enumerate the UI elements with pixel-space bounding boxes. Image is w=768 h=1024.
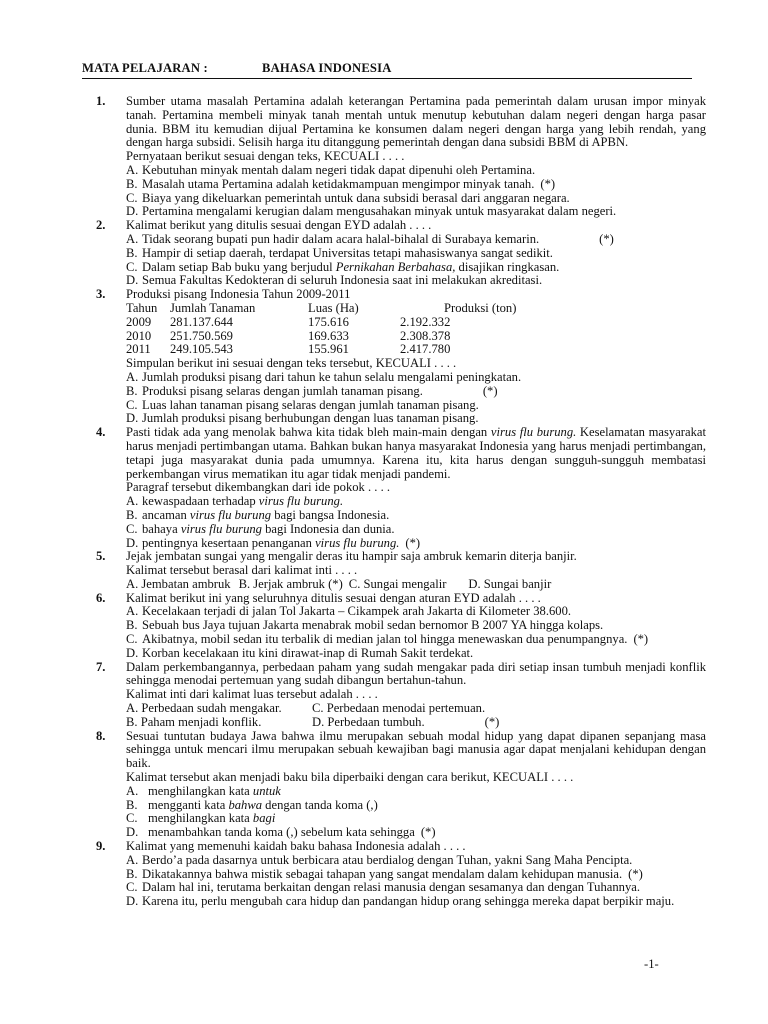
question-1	[96, 95, 706, 219]
option-a	[126, 371, 706, 385]
option-d: D. Perbedaan tumbuh.	[312, 714, 425, 729]
option-c	[126, 881, 706, 895]
option-a	[126, 785, 706, 799]
answer-mark: (*)	[599, 231, 614, 246]
option-label: A.	[126, 494, 139, 509]
option-b	[126, 868, 706, 882]
column-header: Tahun	[126, 300, 158, 315]
option-a	[126, 495, 706, 509]
option-text-after: dengan tanda koma (,)	[262, 797, 378, 812]
question-number: 3.	[96, 287, 106, 302]
option-text: Berdo’a pada dasarnya untuk berbicara atau berdialog dengan Tuhan, yakni Sang Maha Pencipta.	[142, 852, 633, 867]
option-label: C.	[126, 632, 138, 647]
option-text: Dalam hal ini, terutama berkaitan dengan relasi manusia dengan sesamanya dan dengan Tuhannya.	[142, 880, 640, 895]
answer-mark: (*)	[633, 632, 649, 647]
question-text: Kalimat berikut ini yang seluruhnya ditulis sesuai dengan aturan EYD adalah . . . .	[126, 590, 541, 605]
option-d	[126, 895, 706, 909]
question-text: Kalimat tersebut berasal dari kalimat inti . . . .	[126, 563, 358, 578]
option-text: Kebutuhan minyak mentah dalam negeri tidak dapat dipenuhi oleh Pertamina.	[142, 162, 536, 177]
option-b: B. Paham menjadi konflik.	[126, 714, 262, 729]
option-label: B.	[126, 245, 138, 260]
sentence: Jejak jembatan sungai yang mengalir deras itu hampir saja ambruk kemarin diterja banjir.	[126, 549, 577, 564]
option-label: A.	[126, 162, 139, 177]
option-text: Karena itu, perlu mengubah cara hidup dan pandangan hidup orang sehingga mereka dapat berpikir maju.	[142, 894, 675, 909]
table-cell: 169.633	[308, 328, 349, 343]
answer-mark: (*)	[484, 714, 500, 729]
option-label: A.	[126, 231, 139, 246]
option-italic: virus flu burung	[180, 521, 262, 536]
option-text: Masalah utama Pertamina adalah ketidakmampuan mengimpor minyak tanah.	[142, 176, 535, 191]
answer-mark: (*)	[540, 176, 556, 191]
question-text: Kalimat berikut yang ditulis sesuai dengan EYD adalah . . . .	[126, 218, 432, 233]
option-c	[126, 261, 706, 275]
table-cell: 2.192.332	[400, 314, 451, 329]
option-c: C. Perbedaan menodai pertemuan.	[312, 701, 486, 716]
table-cell: 175.616	[308, 314, 349, 329]
answer-mark: (*)	[628, 866, 643, 881]
option-italic: untuk	[252, 783, 281, 798]
option-text: Dikatakannya bahwa mistik sebagai tahapan yang sangat mendalam dalam kehidupan manusia.	[142, 866, 623, 881]
option-text: Jumlah produksi pisang berhubungan dengan luas tanaman pisang.	[142, 411, 479, 426]
option-label: B.	[126, 176, 138, 191]
option-text: pentingnya kesertaan penanganan	[142, 535, 316, 550]
option-d	[126, 412, 706, 426]
question-number: 9.	[96, 839, 106, 854]
option-c	[126, 399, 706, 413]
option-text: menghilangkan kata	[148, 783, 253, 798]
column-header: Luas (Ha)	[308, 300, 359, 315]
option-label: D.	[126, 411, 139, 426]
option-label: D.	[126, 894, 139, 909]
option-text: menghilangkan kata	[148, 811, 253, 826]
option-text: Biaya yang dikeluarkan pemerintah untuk dana subsidi berasal dari anggaran negara.	[142, 190, 570, 205]
option-c	[126, 633, 706, 647]
passage-text-after: Keselamatan masyarakat harus menjadi pertimbangan utama. Bahkan bukan hanya masyarakat Indonesia yang harus menjadi pertimbangan, tetapi juga masyarakat dunia pada umumnya. Karena itu, kita harus dengan sungguh-sungguh membatasi perkembangan virus mematikan itu agar tidak menjadi pandemi.	[126, 425, 706, 481]
question-4	[96, 426, 706, 550]
option-label: B.	[126, 383, 138, 398]
table-row	[126, 343, 706, 357]
question-number: 8.	[96, 728, 106, 743]
answer-mark: (*)	[482, 383, 498, 398]
option-text: Luas lahan tanaman pisang selaras dengan jumlah tanaman pisang.	[142, 397, 479, 412]
option-italic: virus flu burung	[189, 507, 272, 522]
option-label: B.	[126, 866, 138, 881]
option-text: Produksi pisang selaras dengan jumlah tanaman pisang.	[142, 383, 423, 398]
question-text: Kalimat tersebut akan menjadi baku bila diperbaiki dengan cara berikut, KECUALI . . . .	[126, 770, 574, 785]
option-d: D. Sungai banjir	[468, 576, 552, 591]
option-c	[126, 523, 706, 537]
question-8	[96, 730, 706, 840]
option-text: Dalam setiap Bab buku yang berjudul	[142, 259, 336, 274]
option-label: D.	[126, 645, 139, 660]
option-italic: virus flu burung.	[258, 494, 344, 509]
table-header	[126, 302, 706, 316]
question-list	[96, 95, 706, 909]
option-italic: virus flu burung.	[315, 535, 400, 550]
question-number: 1.	[96, 94, 106, 108]
column-header: Jumlah Tanaman	[170, 300, 256, 315]
column-header: Produksi (ton)	[444, 300, 517, 315]
table-cell: 249.105.543	[170, 342, 233, 357]
question-number: 2.	[96, 218, 106, 233]
passage: Sesuai tuntutan budaya Jawa bahwa ilmu merupakan sebuah modal hidup yang dapat dipanen sepanjang masa sehingga untuk mencari ilmu merupakan sebuah kewajiban bagi manusia agar dapat menjalani kehidupan dengan baik.	[126, 728, 706, 771]
option-label: A.	[126, 604, 139, 619]
question-text: Pernyataan berikut sesuai dengan teks, KECUALI . . . .	[126, 149, 405, 164]
option-c	[126, 192, 706, 206]
question-9	[96, 840, 706, 909]
option-text: mengganti kata	[148, 797, 229, 812]
italic-title: Pernikahan Berbahasa,	[335, 259, 456, 274]
option-a	[126, 854, 706, 868]
option-text-after: bagi Indonesia dan dunia.	[261, 521, 395, 536]
option-text: Jumlah produksi pisang dari tahun ke tahun selalu mengalami peningkatan.	[142, 369, 522, 384]
page-number: -1-	[644, 957, 659, 971]
option-text: menambahkan tanda koma (,) sebelum kata sehingga	[148, 825, 415, 840]
question-7	[96, 661, 706, 730]
option-label: A.	[126, 783, 139, 798]
passage-italic: virus flu burung.	[490, 425, 577, 440]
question-text: Kalimat yang memenuhi kaidah baku bahasa Indonesia adalah . . . .	[126, 839, 466, 854]
option-b	[126, 247, 706, 261]
question-text: Simpulan berikut ini sesuai dengan teks tersebut, KECUALI . . . .	[126, 356, 457, 371]
question-number: 4.	[96, 425, 106, 440]
option-text: Sebuah bus Jaya tujuan Jakarta menabrak mobil sedan bernomor B 2007 YA hingga kolaps.	[142, 618, 604, 633]
table-cell: 251.750.569	[170, 328, 233, 343]
option-a: A. Perbedaan sudah mengakar.	[126, 701, 282, 716]
option-d	[126, 647, 706, 661]
table-cell: 2011	[126, 342, 151, 357]
option-label: B.	[126, 797, 138, 812]
option-text-after: disajikan ringkasan.	[455, 259, 560, 274]
option-c: C. Sungai mengalir	[348, 576, 447, 591]
option-italic: bahwa	[228, 797, 263, 812]
option-text: bahaya	[142, 521, 181, 536]
option-text: Tidak seorang bupati pun hadir dalam acara halal-bihalal di Surabaya kemarin.	[142, 231, 540, 246]
option-label: C.	[126, 397, 138, 412]
option-d	[126, 537, 706, 551]
table-cell: 155.961	[308, 342, 349, 357]
option-text: ancaman	[142, 507, 190, 522]
option-c	[126, 812, 706, 826]
option-b	[126, 385, 706, 399]
option-label: C.	[126, 880, 138, 895]
option-label: B.	[126, 507, 138, 522]
option-b	[126, 799, 706, 813]
option-label: D.	[126, 273, 139, 288]
option-b	[126, 178, 706, 192]
subject-label: MATA PELAJARAN :	[82, 61, 208, 75]
question-5	[96, 550, 706, 591]
option-b: B. Jerjak ambruk (*)	[238, 576, 343, 591]
option-a	[126, 164, 706, 178]
passage	[126, 426, 706, 481]
table-row	[126, 316, 706, 330]
table-cell: 281.137.644	[170, 314, 233, 329]
question-number: 7.	[96, 659, 106, 674]
question-text: Kalimat inti dari kalimat luas tersebut adalah . . . .	[126, 687, 378, 702]
option-italic: bagi	[252, 811, 276, 826]
option-b	[126, 619, 706, 633]
option-text: Akibatnya, mobil sedan itu terbalik di median jalan tol hingga menewaskan dua penumpangnya.	[142, 632, 628, 647]
option-a	[126, 233, 706, 247]
passage: Sumber utama masalah Pertamina adalah keterangan Pertamina pada pemerintah dalam urusan impor minyak tanah. Pertamina membeli minyak tanah mentah untuk menutup kebutuhan dalam negeri dengan harga pasar dunia. BBM itu kemudian dijual Pertamina ke konsumen dalam negeri dengan harga yang lebih rendah, yang dengan harga subsidi. Selisih harga itu ditanggung pemerintah dengan dana subsidi BBM di APBN.	[126, 94, 706, 150]
option-label: D.	[126, 535, 139, 550]
question-3	[96, 288, 706, 426]
table-cell: 2.417.780	[400, 342, 451, 357]
option-label: C.	[126, 521, 138, 536]
option-label: B.	[126, 618, 138, 633]
option-d	[126, 274, 706, 288]
table-cell: 2010	[126, 328, 152, 343]
option-text: Hampir di setiap daerah, terdapat Universitas tetapi mahasiswanya sangat sedikit.	[142, 245, 553, 260]
subject-value: BAHASA INDONESIA	[262, 61, 392, 75]
option-text-after: bagi bangsa Indonesia.	[271, 507, 390, 522]
option-label: C.	[126, 811, 138, 826]
option-label: A.	[126, 852, 139, 867]
inline-options	[126, 578, 706, 592]
question-number: 6.	[96, 590, 106, 605]
option-text: Kecelakaan terjadi di jalan Tol Jakarta – Cikampek arah Jakarta di Kilometer 38.600.	[142, 604, 572, 619]
answer-mark: (*)	[420, 825, 436, 840]
question-2	[96, 219, 706, 288]
option-b	[126, 509, 706, 523]
option-text: Korban kecelakaan itu kini dirawat-inap di Rumah Sakit terdekat.	[142, 645, 474, 660]
option-d	[126, 205, 706, 219]
passage-text: Pasti tidak ada yang menolak bahwa kita tidak bleh main-main dengan	[126, 425, 491, 440]
question-number: 5.	[96, 549, 106, 564]
table-cell: 2009	[126, 314, 152, 329]
answer-mark: (*)	[405, 535, 421, 550]
option-label: D.	[126, 825, 139, 840]
option-label: A.	[126, 369, 139, 384]
option-d	[126, 826, 706, 840]
question-text: Paragraf tersebut dikembangkan dari ide pokok . . . .	[126, 480, 391, 495]
option-a	[126, 605, 706, 619]
option-text: Semua Fakultas Kedokteran di seluruh Indonesia saat ini melakukan akreditasi.	[142, 273, 543, 288]
option-row	[126, 702, 706, 716]
option-a: A. Jembatan ambruk	[126, 576, 231, 591]
passage: Dalam perkembangannya, perbedaan paham yang sudah mengakar pada diri setiap insan tumbuh menjadi konflik sehingga menodai pertemuan yang sudah dibangun bertahun-tahun.	[126, 659, 706, 688]
option-text: kewaspadaan terhadap	[142, 494, 259, 509]
option-label: D.	[126, 204, 139, 219]
table-row	[126, 330, 706, 344]
table-title: Produksi pisang Indonesia Tahun 2009-2011	[126, 287, 351, 302]
option-label: C.	[126, 190, 138, 205]
option-text: Pertamina mengalami kerugian dalam mengusahakan minyak untuk masyarakat dalam negeri.	[142, 204, 617, 219]
option-row	[126, 716, 706, 730]
page-header	[82, 62, 692, 79]
table-cell: 2.308.378	[400, 328, 451, 343]
question-6	[96, 592, 706, 661]
option-label: C.	[126, 259, 138, 274]
